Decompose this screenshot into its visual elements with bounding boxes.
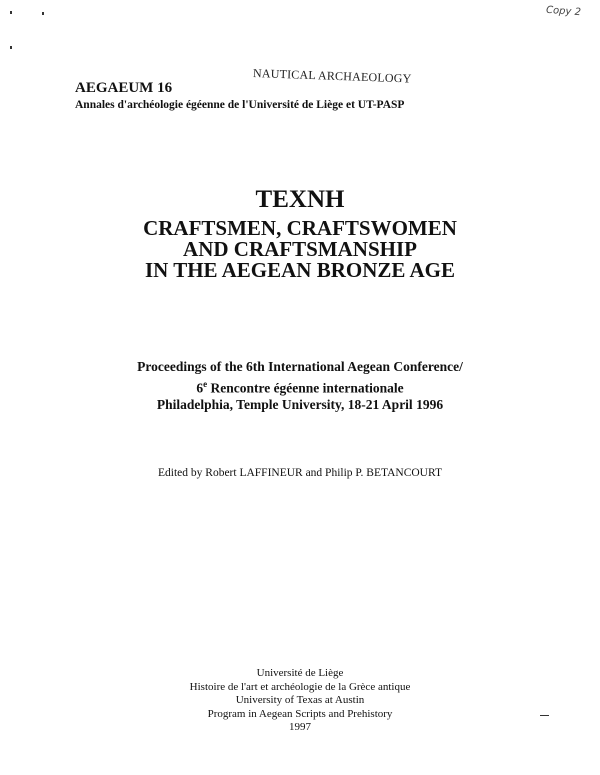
ordinal-number: 6 [196,380,204,395]
handwritten-note: Copy 2 [545,4,582,19]
editors-line: Edited by Robert LAFFINEUR and Philip P. BETANCOURT [158,467,442,479]
library-stamp: NAUTICAL ARCHAEOLOGY [252,66,412,86]
publisher-line-2: Histoire de l'art et archéologie de la Grèce antique [189,680,411,693]
subtitle-line-1: CRAFTSMEN, CRAFTSWOMEN [143,216,457,240]
main-title: TEXNH [255,186,345,213]
ordinal-suffix: e [203,378,208,389]
publisher-line-3: University of Texas at Austin [235,694,365,706]
publisher-line-1: Université de Liège [256,667,344,679]
publisher-line-4: Program in Aegean Scripts and Prehistory [207,707,393,720]
scan-mark [10,46,12,49]
series-subtitle: Annales d'archéologie égéenne de l'Université de Liège et UT-PASP [75,99,405,111]
proceedings-line-2 [0,376,600,397]
title-block [0,186,600,281]
subtitle-line-2: AND CRAFTSMANSHIP [183,237,417,261]
publisher-block [0,667,600,735]
scan-mark [10,11,12,14]
publication-year: 1997 [289,721,311,733]
proceedings-line-2-text: Rencontre égéenne internationale [207,380,404,395]
scan-mark [42,12,44,15]
subtitle-line-3: IN THE AEGEAN BRONZE AGE [144,258,456,282]
proceedings-block [0,359,600,413]
proceedings-line-3: Philadelphia, Temple University, 18-21 April 1996 [156,396,444,412]
proceedings-line-1: Proceedings of the 6th International Aegean Conference/ [137,359,463,374]
series-name: AEGAEUM 16 [75,80,173,96]
